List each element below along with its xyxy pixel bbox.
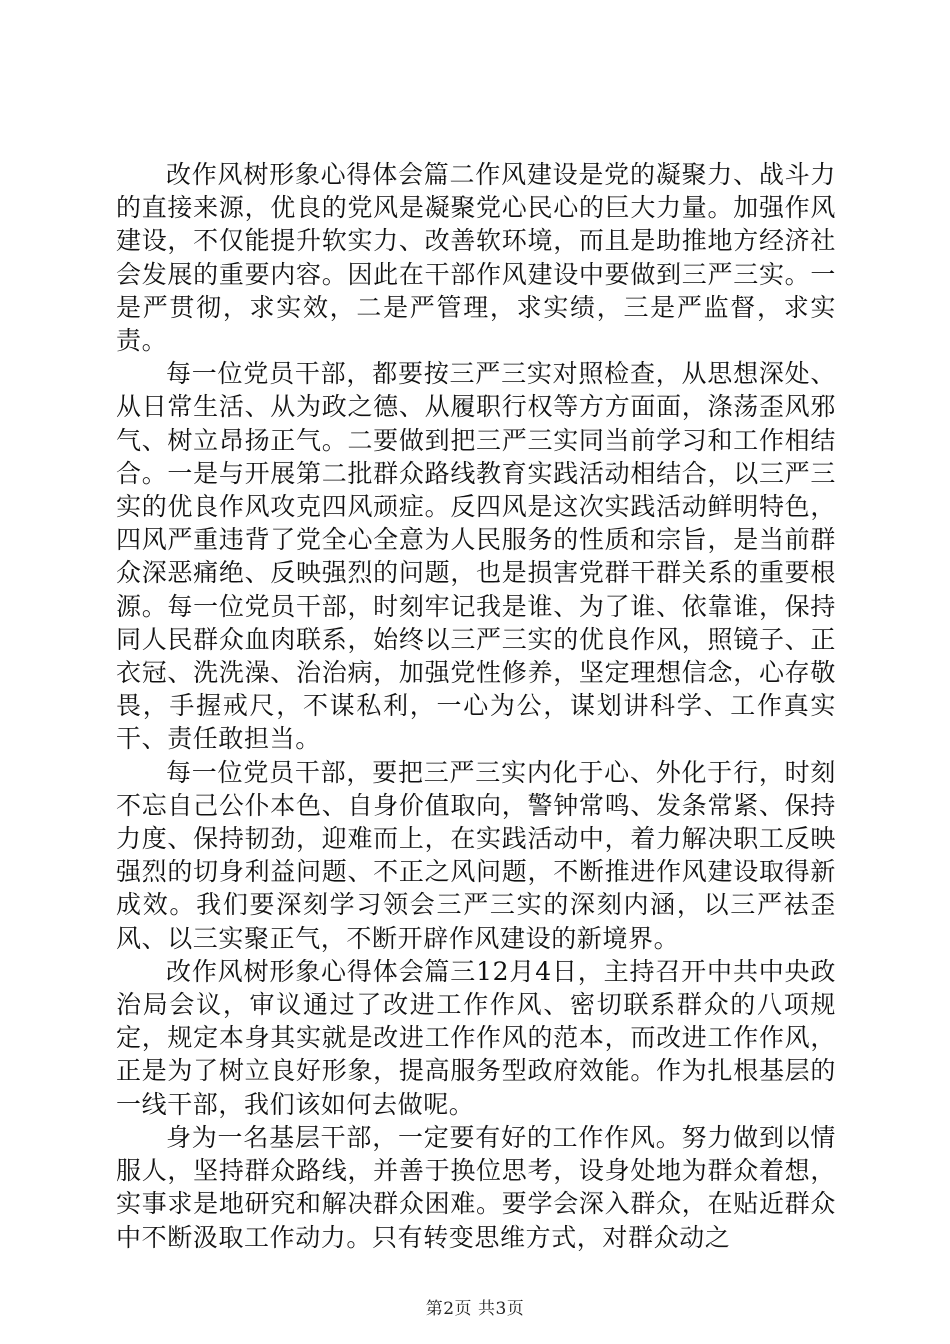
paragraph-2: 每一位党员干部，都要按三严三实对照检查，从思想深处、从日常生活、从为政之德、从履职行权等方方面面，涤荡歪风邪气、树立昂扬正气。二要做到把三严三实同当前学习和工作相结合。一是与开展第二批群众路线教育实践活动相结合，以三严三实的优良作风攻克四风顽症。反四风是这次实践活动鲜明特色，四风严重违背了党全心全意为人民服务的性质和宗旨，是当前群众深恶痛绝、反映强烈的问题，也是损害党群干群关系的重要根源。每一位党员干部，时刻牢记我是谁、为了谁、依靠谁，保持同人民群众血肉联系，始终以三严三实的优良作风，照镜子、正衣冠、洗洗澡、治治病，加强党性修养，坚定理想信念，心存敬畏，手握戒尺，不谋私利，一心为公，谋划讲科学、工作真实干、责任敢担当。 [116, 359, 836, 754]
page-footer: 第2页 共3页 [425, 1299, 525, 1319]
paragraph-4: 改作风树形象心得体会篇三12月4日，主持召开中共中央政治局会议，审议通过了改进工作作风、密切联系群众的八项规定，规定本身其实就是改进工作作风的范本，而改进工作作风，正是为了树立良好形象，提高服务型政府效能。作为扎根基层的一线干部，我们该如何去做呢。 [116, 956, 836, 1119]
paragraph-1: 改作风树形象心得体会篇二作风建设是党的凝聚力、战斗力的直接来源，优良的党风是凝聚党心民心的巨大力量。加强作风建设，不仅能提升软实力、改善软环境，而且是助推地方经济社会发展的重要内容。因此在干部作风建设中要做到三严三实。一是严贯彻，求实效，二是严管理，求实绩，三是严监督，求实责。 [116, 160, 836, 356]
paragraph-5: 身为一名基层干部，一定要有好的工作作风。努力做到以情服人，坚持群众路线，并善于换位思考，设身处地为群众着想，实事求是地研究和解决群众困难。要学会深入群众，在贴近群众中不断汲取工作动力。只有转变思维方式，对群众动之 [116, 1122, 836, 1252]
document-body [116, 158, 836, 1254]
paragraph-3: 每一位党员干部，要把三严三实内化于心、外化于行，时刻不忘自己公仆本色、自身价值取向，警钟常鸣、发条常紧、保持力度、保持韧劲，迎难而上，在实践活动中，着力解决职工反映强烈的切身利益问题、不正之风问题，不断推进作风建设取得新成效。我们要深刻学习领会三严三实的深刻内涵，以三严祛歪风、以三实聚正气，不断开辟作风建设的新境界。 [116, 757, 836, 953]
